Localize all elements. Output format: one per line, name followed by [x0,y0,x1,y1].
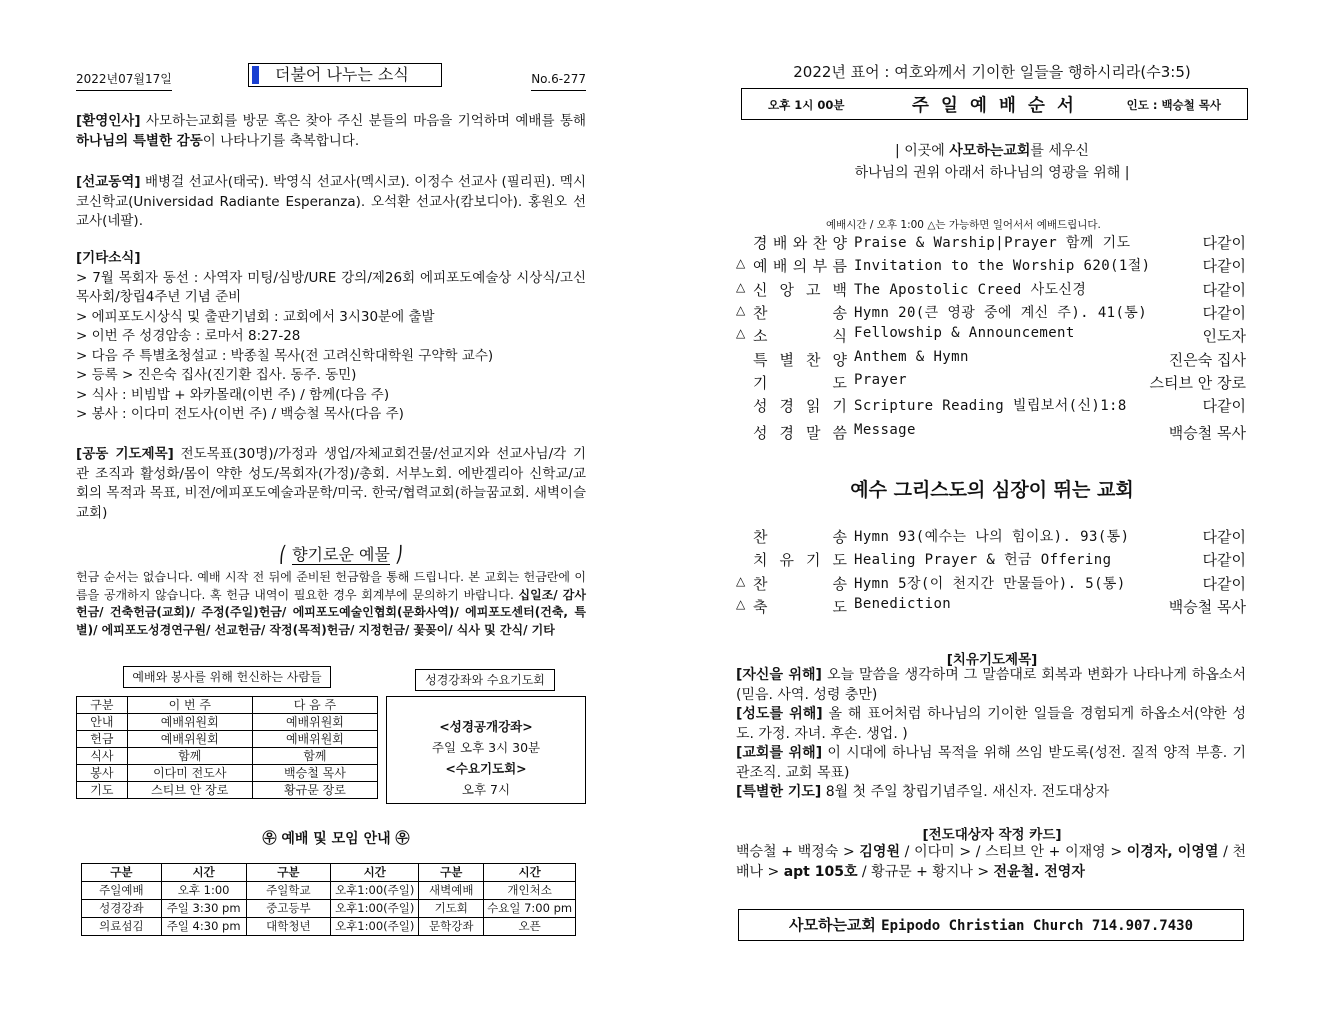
order-item-char: 경 [779,424,794,443]
title-accent-bar [252,66,259,84]
order-item-char: 름 [832,257,847,276]
table-cell: 기도회 [419,900,484,918]
order-item-name [753,372,847,393]
intro-line-1a: | 이곳에 [895,143,950,159]
offering-title [246,545,436,565]
stand-marker: △ [736,326,746,341]
welcome-text-1: 사모하는교회를 방문 혹은 찾아 주신 분들의 마음을 기억하며 예배를 통해 [140,113,586,129]
order-item-char: 배 [772,234,788,252]
order-item-name [753,549,847,570]
order-item-char: 기 [832,397,847,416]
table-cell: 오후1:00(주일) [331,918,419,936]
service-order-row [736,395,1246,417]
news-item: > 식사 : 비빔밥 + 와카몰래(이번 주) / 함께(다음 주) [76,386,390,403]
order-item-desc: Praise & Warship|Prayer 함께 기도 [854,235,1131,251]
table-row [77,748,378,765]
order-item-name [753,325,847,346]
service-order-row [736,255,1246,277]
order-item-name [753,232,847,253]
service-order-row [736,302,1246,324]
prayer-section [76,445,586,523]
order-item-char: 성 [753,397,768,416]
service-order-row [736,232,1246,254]
table-cell: 새벽예배 [419,882,484,900]
table-cell: 주일학교 [246,882,331,900]
service-title: 주 일 예 배 순 서 [912,96,1077,116]
table-cell: 주일예배 [82,882,162,900]
service-order-row [736,549,1246,571]
order-item-name [753,422,847,443]
order-item-name [753,255,847,276]
prayer-label: [공동 기도제목] [76,446,174,462]
stand-marker: △ [736,279,746,294]
card-name: 전윤철. 전영자 [993,863,1085,880]
order-item-char: 신 [753,280,768,299]
order-item-char: 도 [832,373,847,392]
order-item-name [753,596,847,617]
healing-label: [특별한 기도] [736,784,822,800]
order-item-char: 양 [832,350,847,369]
order-item-leader: 백승철 목사 [1168,424,1246,443]
healing-text: 이 시대에 하나님 목적을 위해 쓰임 받도록(성전. 질적 양적 부흥. 기관조직. 교회 목표) [736,745,1246,781]
order-item-desc: Prayer [854,371,907,388]
table-cell: 시간 [484,864,576,882]
missions-text: 배병걸 선교사(태국). 박영식 선교사(멕시코). 이정수 선교사 (필리핀). 멕시코신학교(Universidad Radiante Esperanza). 오석환 선교사(캄보디아). 홍원오 선교사(네팔). [76,174,586,229]
prayer-text: 전도목표(30명)/가정과 생업/자체교회건물/선교지와 선교사님/각 기관 조직과 활성화/몸이 약한 성도/목회자(가정)/총회. 서부노회. 에반겔리아 신학교/교회의 목적과 목표, 비전/에피포도예술과문학/미국. 한국/협력교회(하늘꿈교회. 새벽이슬교회) [76,446,586,521]
church-footer [738,909,1244,941]
order-item-char: 별 [779,350,794,369]
card-text: 백승철 + 백정숙 > [736,844,860,860]
offering-kinds: 십일조/ 감사헌금/ 건축헌금(교회)/ 주정(주일)헌금/ 에피포도예술인협회(문화사역)/ 에피포도센터(건축, 특별)/ 에피포도성경연구원/ 선교헌금/ 작정(목적)헌금/ 지정헌금/ 꽃꽂이/ 식사 및 간식/ 기타 [76,587,586,637]
order-item-char: 부 [812,257,828,276]
healing-label: [자신을 위해] [736,667,822,683]
order-item-char: 백 [832,280,847,299]
newsletter-title: 더불어 나누는 소식 [275,65,409,84]
order-item-char: 특 [753,350,768,369]
card-name: 김영원 [859,844,900,860]
order-item-char: 송 [832,574,847,593]
table-cell: 예배위원회 [252,714,377,731]
service-order-row [736,279,1246,301]
table-cell: 개인처소 [484,882,576,900]
card-name: apt 105호 [783,863,858,880]
table-cell: 예배위원회 [127,714,252,731]
table-cell: 이다미 전도사 [127,765,252,782]
order-item-char: 와 [792,234,808,252]
offering-desc: 헌금 순서는 없습니다. 예배 시작 전 뒤에 준비된 헌금함을 통해 드립니다. 본 교회는 헌금란에 이름을 공개하지 않습니다. 혹 헌금 내역이 필요한 경우 회계부에 문의하기 바랍니다. [76,570,586,602]
table-cell: 황규문 장로 [252,782,377,799]
order-item-desc: Scripture Reading 빌립보서(신)1:8 [854,398,1127,415]
table-cell: 주일 3:30 pm [161,900,246,918]
order-item-char: 경 [753,234,768,252]
service-order-row [736,526,1246,548]
table-cell: 함께 [127,748,252,765]
table-cell: 기도 [77,782,128,799]
table-cell: 오후1:00(주일) [331,900,419,918]
offering-bracket-right: ⎠ [395,545,403,564]
order-item-desc: Healing Prayer & 헌금 Offering [854,552,1112,569]
table-cell: 의료섬김 [82,918,162,936]
stand-marker: △ [736,256,746,271]
table-cell: 스티브 안 장로 [127,782,252,799]
order-item-char: 말 [806,424,821,443]
missions-label: [선교동역] [76,174,141,190]
table-row [77,765,378,782]
table-cell: 수요일 7:00 pm [484,900,576,918]
service-order-row [736,372,1246,394]
study-label: 성경강좌와 수요기도회 [415,669,555,691]
order-item-char: 소 [753,327,768,346]
table-row [82,864,576,882]
order-item-char: 찬 [806,350,821,369]
stand-marker: △ [736,573,746,588]
offering-text [76,569,586,639]
order-item-char: 식 [832,327,847,346]
service-order-row [736,573,1246,595]
table-cell: 오후 1:00 [161,882,246,900]
order-item-char: 의 [792,257,808,276]
meetings-table [81,863,576,936]
order-item-leader: 다같이 [1202,280,1246,299]
order-item-char: 유 [779,551,794,570]
table-cell: 시간 [331,864,419,882]
table-cell: 구분 [77,697,128,714]
table-cell: 문학강좌 [419,918,484,936]
order-item-char: 고 [806,280,821,299]
order-item-char: 찬 [753,303,768,322]
table-cell: 다 음 주 [252,697,377,714]
order-item-leader: 다같이 [1202,574,1246,593]
healing-text: 올 해 표어처럼 하나님의 기이한 일들을 경험되게 하옵소서(약한 성도. 가정. 자녀. 후손. 생업. ) [736,706,1246,742]
card-name: 이경자, 이영열 [1126,844,1219,860]
table-cell: 주일 4:30 pm [161,918,246,936]
table-cell: 대학청년 [246,918,331,936]
table-cell: 예배위원회 [252,731,377,748]
order-item-char: 찬 [753,574,768,593]
order-item-char: 찬 [753,528,768,546]
order-item-char: 양 [832,234,847,252]
order-item-name [753,573,847,594]
order-item-leader: 다같이 [1202,303,1246,322]
evangelism-card-title: [전도대상자 작정 카드] [922,827,1062,843]
order-item-leader: 백승철 목사 [1168,597,1246,616]
table-cell: 구분 [419,864,484,882]
order-item-char: 예 [753,257,768,276]
order-item-desc: Message [854,422,916,439]
order-item-desc: Fellowship & Announcement [854,325,1075,342]
healing-text: 8월 첫 주일 창립기념주일. 새신자. 전도대상자 [821,784,1110,800]
order-item-desc: Anthem & Hymn [854,348,969,365]
table-cell: 헌금 [77,731,128,748]
order-item-leader: 인도자 [1202,327,1246,346]
study-time-2: 오후 7시 [461,782,511,797]
footer-english-phone: Epipodo Christian Church 714.907.7430 [881,918,1194,934]
table-cell: 오픈 [484,918,576,936]
order-item-name [753,302,847,323]
service-order-row [736,596,1246,618]
order-item-char: 도 [832,551,847,570]
welcome-label: [환영인사] [76,113,141,129]
order-item-leader: 다같이 [1202,234,1246,252]
order-item-name [753,526,847,547]
table-row [82,918,576,936]
news-item: > 에피포도시상식 및 출판기념회 : 교회에서 3시30분에 출발 [76,308,435,325]
order-item-char: 기 [753,373,768,392]
order-item-char: 경 [779,397,794,416]
order-item-desc: Invitation to the Worship 620(1절) [854,258,1151,275]
order-item-desc: The Apostolic Creed 사도신경 [854,281,1087,298]
table-cell: 시간 [161,864,246,882]
servers-table [76,696,378,799]
card-text: / 이다미 > / 스티브 안 + 이재영 > [899,844,1127,860]
table-cell: 중고등부 [246,900,331,918]
study-time-1: 주일 오후 3시 30분 [431,740,541,755]
table-cell: 식사 [77,748,128,765]
table-cell: 오후1:00(주일) [331,882,419,900]
service-order-row [736,422,1246,444]
service-header-box [741,88,1248,120]
issue-date: 2022년07월17일 [76,70,172,91]
meetings-title: ㉾ 예배 및 모임 안내 ㉾ [262,831,410,847]
news-item: > 다음 주 특별초청설교 : 박종칠 목사(전 고려신학대학원 구약학 교수) [76,347,494,364]
study-heading-2: <수요기도회> [445,761,527,776]
table-cell: 봉사 [77,765,128,782]
intro-line-1c: 를 세우신 [1030,143,1089,159]
order-item-desc: Hymn 93(예수는 나의 힘이요). 93(통) [854,529,1130,545]
service-order-row [736,349,1246,371]
order-item-desc: Benediction [854,595,952,612]
church-theme: 예수 그리스도의 심장이 뛰는 교회 [850,479,1134,501]
table-cell: 예배위원회 [127,731,252,748]
order-item-char: 도 [832,597,847,616]
order-item-char: 기 [806,551,821,570]
healing-label: [성도를 위해] [736,706,823,722]
worship-note: 예배시간 / 오후 1:00 △는 가능하면 일어서서 예배드립니다. [826,219,1101,231]
table-cell: 구분 [82,864,162,882]
welcome-section [76,112,586,151]
table-cell: 성경강좌 [82,900,162,918]
news-item: > 이번 주 성경암송 : 로마서 8:27-28 [76,328,301,344]
issue-number: No.6-277 [531,70,586,91]
order-item-desc: Hymn 20(큰 영광 중에 계신 주). 41(통) [854,304,1148,321]
service-time: 오후 1시 00분 [768,98,845,112]
order-item-char: 찬 [812,234,828,252]
missions-section [76,173,586,232]
order-item-desc: Hymn 5장(이 천지간 만물들아). 5(통) [854,575,1126,592]
healing-list [736,666,1246,803]
service-leader: 인도 : 백승철 목사 [1126,98,1221,112]
news-item: > 봉사 : 이다미 전도사(이번 주) / 백승철 목사(다음 주) [76,406,404,422]
order-item-char: 읽 [806,397,821,416]
order-item-leader: 다같이 [1202,257,1246,276]
study-box [386,696,586,804]
year-motto: 2022년 표어 : 여호와께서 기이한 일들을 행하시리라(수3:5) [793,63,1191,81]
evangelism-card-list [736,843,1246,882]
order-item-char: 앙 [779,280,794,299]
order-item-char: 치 [753,551,768,570]
order-item-char: 송 [832,303,847,322]
order-item-leader: 스티브 안 장로 [1149,373,1246,392]
newsletter-title-box [248,63,442,87]
news-label: [기타소식] [76,250,141,266]
order-item-leader: 진은숙 집사 [1168,350,1246,369]
table-cell: 이 번 주 [127,697,252,714]
order-item-char: 배 [772,257,788,276]
healing-text: 오늘 말씀을 생각하며 그 말씀대로 회복과 변화가 나타나게 하옵소서(믿음. 사역. 성령 충만) [736,667,1246,703]
healing-title: [치유기도제목] [946,652,1038,668]
study-heading-1: <성경공개강좌> [439,719,533,734]
table-row [77,714,378,731]
order-item-char: 성 [753,424,768,443]
news-item: > 7월 목회자 동선 : 사역자 미팅/심방/URE 강의/제26회 에피포도예술상 시상식/고신목사회/창립4주년 기념 준비 [76,269,586,305]
stand-marker: △ [736,302,746,317]
order-item-char: 축 [753,597,768,616]
intro-text [736,140,1248,184]
table-row [77,697,378,714]
news-item: > 등록 > 진은숙 집사(진기환 집사. 동주. 동민) [76,367,357,383]
order-item-leader: 다같이 [1202,528,1246,546]
table-row [82,882,576,900]
order-item-leader: 다같이 [1202,397,1246,416]
stand-marker: △ [736,596,746,611]
table-row [77,731,378,748]
order-item-char: 송 [832,528,847,546]
welcome-text-2: 이 나타나기를 축복합니다. [202,132,360,149]
order-item-char: 씀 [832,424,847,443]
welcome-bold: 하나님의 특별한 감동 [76,132,203,149]
table-row [77,782,378,799]
offering-bracket-left: ⎛ [278,545,287,564]
card-text: / 천배나 > [736,844,1247,880]
service-order-row [736,325,1246,347]
order-item-name [753,279,847,300]
order-item-leader: 다같이 [1202,551,1246,570]
servers-label: 예배와 봉사를 위해 헌신하는 사람들 [123,666,331,688]
table-cell: 구분 [246,864,331,882]
table-cell: 함께 [252,748,377,765]
table-row [82,900,576,918]
table-cell: 안내 [77,714,128,731]
news-section [76,249,586,425]
offering-title-text: 향기로운 예물 [292,545,390,564]
table-cell: 백승철 목사 [252,765,377,782]
intro-line-2: 하나님의 권위 아래서 하나님의 영광을 위해 | [854,165,1130,181]
healing-label: [교회를 위해] [736,745,823,761]
card-text: / 황규문 + 황지나 > [857,863,994,880]
footer-church-name: 사모하는교회 [788,916,882,934]
order-item-name [753,349,847,370]
order-item-name [753,395,847,416]
intro-church-name: 사모하는교회 [949,143,1031,159]
